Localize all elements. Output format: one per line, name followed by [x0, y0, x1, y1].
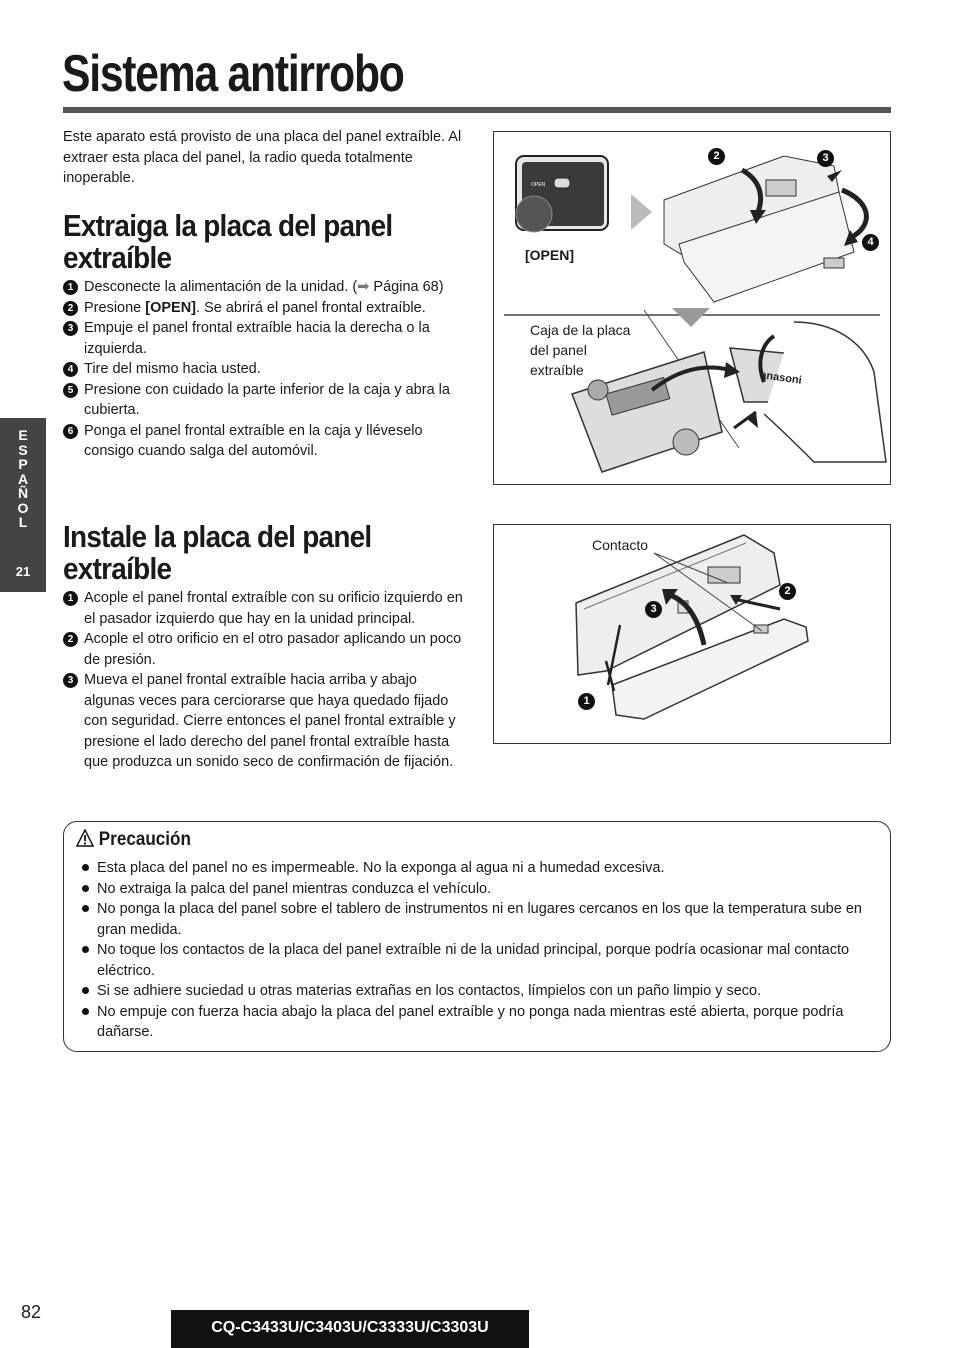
caution-item: No toque los contactos de la placa del panel extraíble ni de la unidad principal, porque podría ocasionar mal contacto eléctrico.: [80, 940, 875, 981]
remove-panel-figure: [493, 131, 891, 485]
page-title: Sistema antirrobo: [62, 45, 404, 103]
section-title-install: Instale la placa del panel extraíble: [63, 519, 372, 586]
remove-steps-list: [63, 277, 463, 462]
install-panel-figure: [493, 524, 891, 744]
install-step: 3 Mueva el panel frontal extraíble hacia arriba y abajo algunas veces para cerciorarse que haya quedado fijado con seguridad. Cierre entonces el panel frontal extraíble y presione el lado derecho del panel frontal extraíble hasta que produzca un sonido seco de confirmación de fijación.: [63, 670, 463, 773]
remove-step: 1 Desconecte la alimentación de la unidad. (➡ Página 68): [63, 277, 463, 298]
install-panel-illustration: [494, 525, 890, 743]
title-rule: [63, 107, 891, 113]
step-number: 1: [63, 591, 78, 606]
install-step: 2 Acople el otro orificio en el otro pasador aplicando un poco de presión.: [63, 629, 463, 670]
remove-step: 3 Empuje el panel frontal extraíble hacia la derecha o la izquierda.: [63, 318, 463, 359]
intro-paragraph: Este aparato está provisto de una placa del panel extraíble. Al extraer esta placa del panel, la radio queda totalmente inoperable.: [63, 129, 462, 186]
warning-icon: [76, 829, 94, 847]
caution-item: No extraiga la palca del panel mientras conduzca el vehículo.: [80, 879, 875, 900]
page-number: 82: [21, 1302, 42, 1322]
language-side-tab: [0, 418, 46, 592]
remove-step: 5 Presione con cuidado la parte inferior de la caja y abra la cubierta.: [63, 380, 463, 421]
marker-3: 3: [645, 601, 662, 618]
caution-item: No ponga la placa del panel sobre el tablero de instrumentos ni en lugares cercanos en los que la temperatura sube en gran medida.: [80, 899, 875, 940]
language-label: E S P A Ñ O L: [17, 427, 29, 530]
step-number: 1: [63, 280, 78, 295]
section-title-remove: Extraiga la placa del panel extraíble: [63, 208, 393, 275]
arrow-right-icon: ➡: [357, 279, 370, 295]
marker-3: 3: [817, 150, 834, 167]
install-step: 1 Acople el panel frontal extraíble con su orificio izquierdo en el pasador izquierdo que hay en la unidad principal.: [63, 588, 463, 629]
step-number: 5: [63, 383, 78, 398]
model-banner: [171, 1310, 529, 1348]
caution-heading: Precaución: [76, 829, 191, 851]
model-text: CQ-C3433U/C3403U/C3333U/C3303U: [211, 1319, 489, 1336]
section-number: 21: [15, 564, 31, 579]
marker-2: 2: [779, 583, 796, 600]
step-number: 2: [63, 632, 78, 647]
caution-item: Si se adhiere suciedad u otras materias extrañas en los contactos, límpielos con un paño limpio y seco.: [80, 981, 875, 1002]
remove-step: 6 Ponga el panel frontal extraíble en la caja y lléveselo consigo cuando salga del automóvil.: [63, 421, 463, 462]
caution-box: [63, 821, 891, 1052]
step-number: 4: [63, 362, 78, 377]
remove-panel-illustration: [494, 132, 890, 484]
marker-2: 2: [708, 148, 725, 165]
remove-step: 2 Presione [OPEN]. Se abrirá el panel frontal extraíble.: [63, 298, 463, 319]
contact-label: Contacto: [592, 537, 649, 553]
case-label: Caja de la placa del panel extraíble: [530, 322, 631, 378]
open-key-label: [OPEN]: [145, 299, 197, 316]
marker-4: 4: [862, 234, 879, 251]
caution-item: No empuje con fuerza hacia abajo la placa del panel extraíble y no ponga nada mientras esté abierta, porque podría dañarse.: [80, 1002, 875, 1043]
step-number: 6: [63, 424, 78, 439]
step-number: 3: [63, 673, 78, 688]
remove-step: 4 Tire del mismo hacia usted.: [63, 359, 463, 380]
install-steps-list: [63, 588, 463, 773]
open-button-text: OPEN: [531, 182, 546, 188]
step-number: 2: [63, 301, 78, 316]
caution-list: [80, 858, 875, 1043]
step-number: 3: [63, 321, 78, 336]
brand-text: anasoni: [759, 369, 803, 387]
caution-item: Esta placa del panel no es impermeable. No la exponga al agua ni a humedad excesiva.: [80, 858, 875, 879]
open-callout-label: [OPEN]: [525, 247, 574, 263]
marker-1: 1: [578, 693, 595, 710]
